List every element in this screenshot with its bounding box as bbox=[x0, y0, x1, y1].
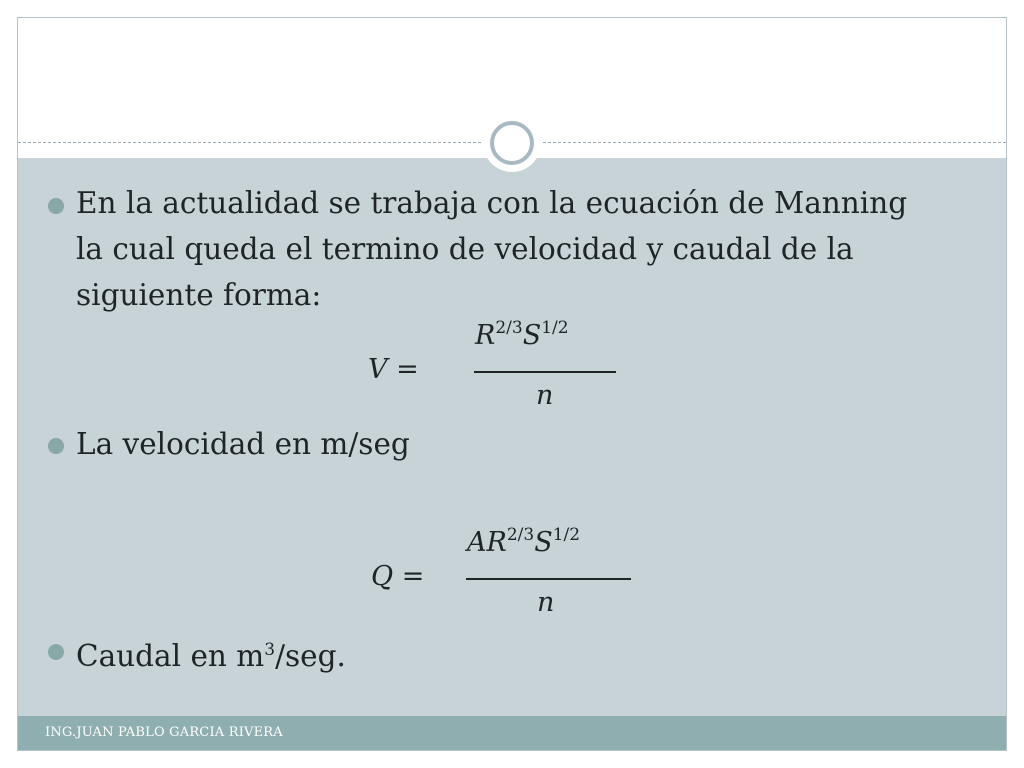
formula-denominator: n bbox=[537, 587, 555, 618]
bullet-icon bbox=[48, 198, 64, 214]
bullet-text-2: La velocidad en m/seg bbox=[76, 427, 410, 461]
footer-bar bbox=[18, 716, 1006, 751]
fraction-bar bbox=[474, 371, 616, 373]
formula-velocity bbox=[368, 318, 628, 418]
bullet-text-1: En la actualidad se trabaja con la ecuación de Manning la cual queda el termino de velocidad y caudal de la siguiente forma: bbox=[76, 186, 908, 312]
formula-numerator: $AR^{2/3}S^{1/2}$ bbox=[467, 525, 581, 558]
ring-inner bbox=[490, 121, 534, 165]
slide bbox=[17, 17, 1007, 751]
formula-numerator: $R^{2/3}S^{1/2}$ bbox=[475, 318, 569, 351]
fraction-bar bbox=[466, 578, 631, 580]
bullet-icon bbox=[48, 438, 64, 454]
formula-lhs: V = bbox=[368, 354, 419, 385]
formula-flow bbox=[371, 525, 641, 625]
bullet-icon bbox=[48, 644, 64, 660]
bullet-text-3: Caudal en $m^3$/seg. bbox=[76, 639, 346, 673]
ring-ornament-icon bbox=[483, 114, 541, 172]
formula-lhs: Q = bbox=[371, 561, 425, 592]
footer-author: ING.JUAN PABLO GARCIA RIVERA bbox=[45, 725, 283, 740]
formula-denominator: n bbox=[536, 380, 554, 411]
